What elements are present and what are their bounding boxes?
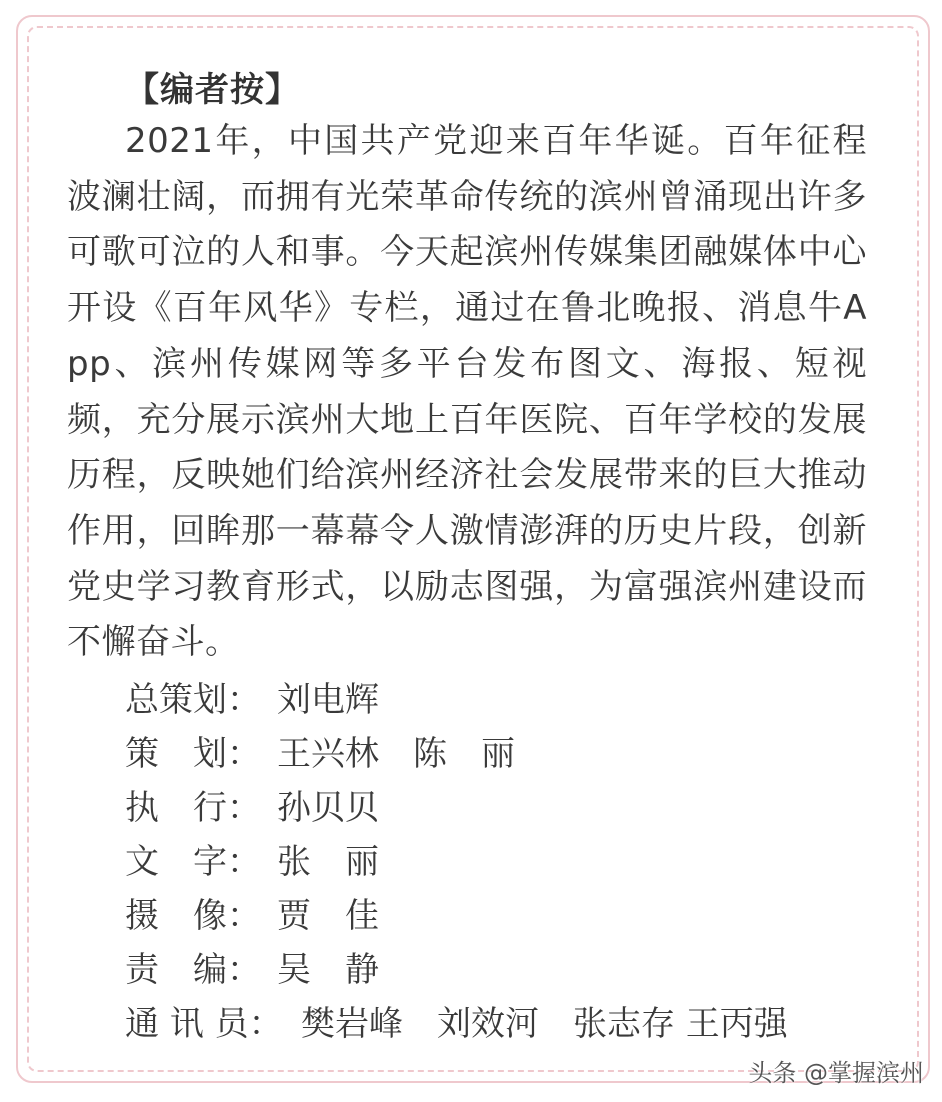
credit-row-correspondents xyxy=(125,997,867,1051)
credit-row-planner xyxy=(125,727,867,781)
source-watermark: 头条 @掌握滨州 xyxy=(748,1059,924,1087)
credits-list xyxy=(125,673,867,1051)
credit-names: 樊岩峰 刘效河 张志存 王丙强 xyxy=(301,1004,788,1045)
credit-row-chief-planner xyxy=(125,673,867,727)
credit-row-editor xyxy=(125,943,867,997)
credit-role: 总策划： xyxy=(125,680,261,721)
credit-role: 文 字： xyxy=(125,842,261,883)
credit-role: 执 行： xyxy=(125,788,261,829)
editor-note-heading: 【编者按】 xyxy=(125,70,300,110)
credit-row-text xyxy=(125,835,867,889)
credit-row-camera xyxy=(125,889,867,943)
credit-names: 刘电辉 xyxy=(277,680,379,721)
credit-names: 孙贝贝 xyxy=(277,788,379,829)
credit-row-executive xyxy=(125,781,867,835)
credit-names: 张 丽 xyxy=(277,842,379,883)
credit-role: 通 讯 员： xyxy=(125,1004,283,1045)
editor-note xyxy=(67,66,867,1051)
editor-note-body: 2021年，中国共产党迎来百年华诞。百年征程波澜壮阔，而拥有光荣革命传统的滨州曾涌现出许多可歌可泣的人和事。今天起滨州传媒集团融媒体中心开设《百年风华》专栏，通过在鲁北晚报、消息牛App、滨州传媒网等多平台发布图文、海报、短视频，充分展示滨州大地上百年医院、百年学校的发展历程，反映她们给滨州经济社会发展带来的巨大推动作用，回眸那一幕幕令人激情澎湃的历史片段，创新党史学习教育形式，以励志图强，为富强滨州建设而不懈奋斗。 xyxy=(67,121,867,663)
credit-names: 王兴林 陈 丽 xyxy=(277,734,515,775)
credit-names: 贾 佳 xyxy=(277,896,379,937)
credit-role: 责 编： xyxy=(125,950,261,991)
credit-role: 摄 像： xyxy=(125,896,261,937)
credit-names: 吴 静 xyxy=(277,950,379,991)
credit-role: 策 划： xyxy=(125,734,261,775)
